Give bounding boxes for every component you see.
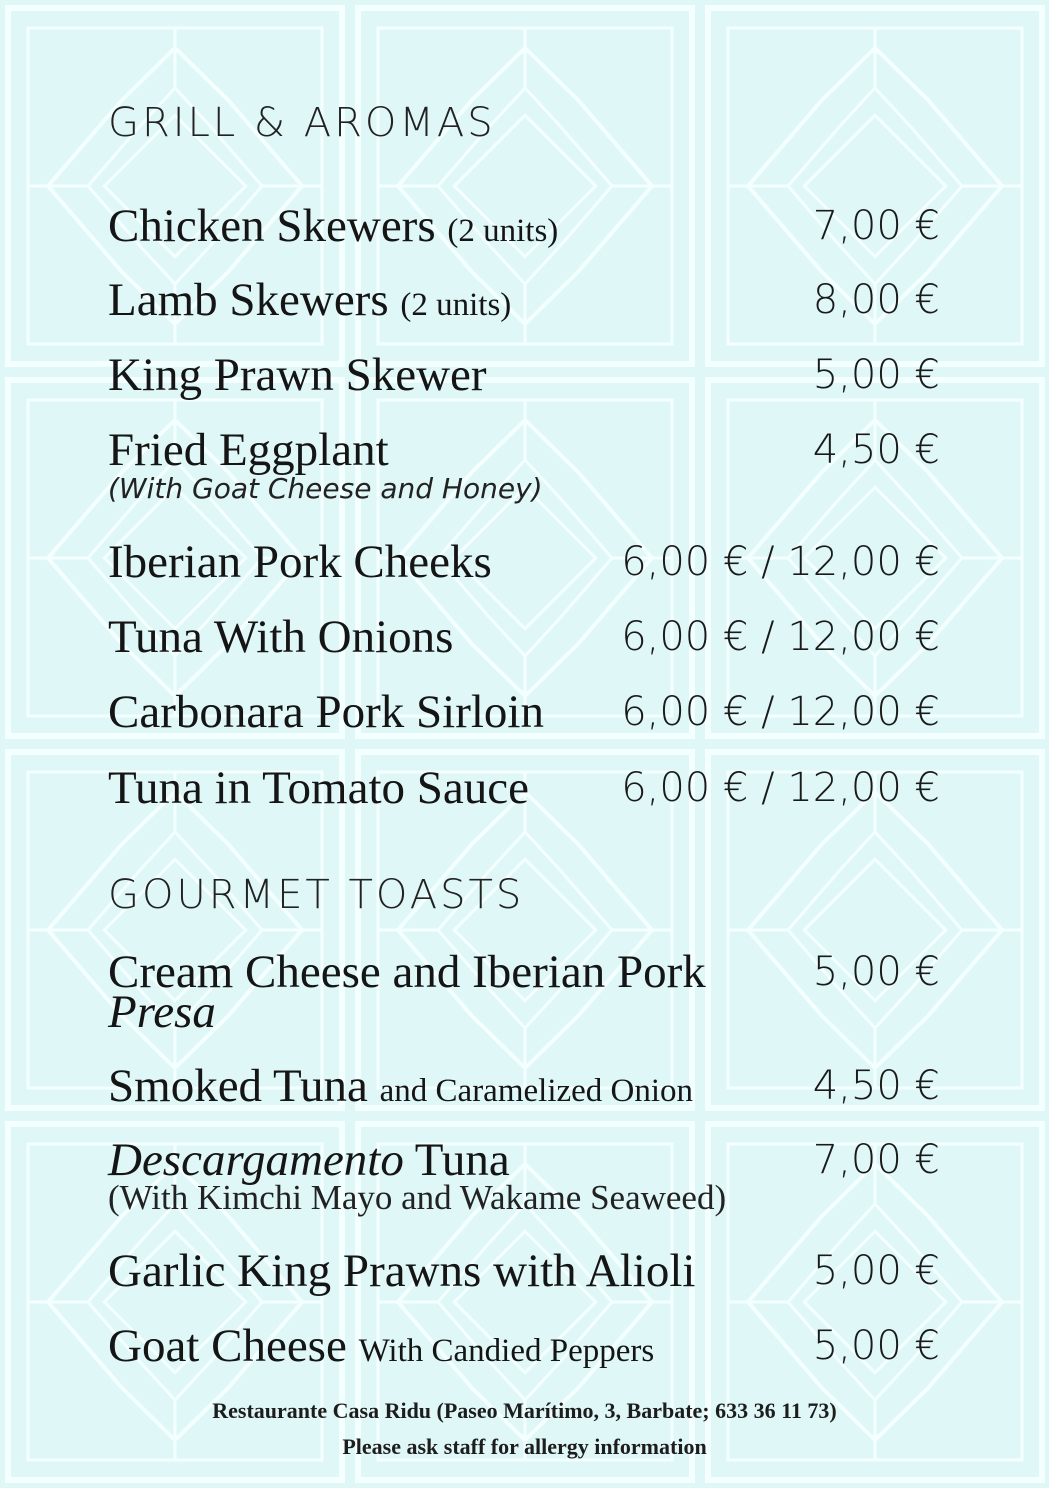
- item-subtitle: (With Goat Cheese and Honey): [108, 472, 543, 505]
- item-name: Cream Cheese and Iberian Pork: [108, 946, 706, 998]
- item-name: Carbonara Pork Sirloin: [108, 686, 544, 738]
- item-price: 6,00 € / 12,00 €: [621, 689, 940, 735]
- item-price: 5,00 €: [812, 352, 940, 398]
- footer-address: Restaurante Casa Ridu (Paseo Marítimo, 3, Barbate; 633 36 11 73): [212, 1398, 837, 1423]
- item-name: Fried Eggplant: [108, 424, 389, 476]
- item-price: 6,00 € / 12,00 €: [621, 614, 940, 660]
- item-price: 5,00 €: [812, 1323, 940, 1369]
- item-price: 5,00 €: [812, 1248, 940, 1294]
- item-name: Lamb Skewers: [108, 274, 389, 326]
- item-price: 5,00 €: [812, 949, 940, 995]
- item-name: Goat Cheese: [108, 1320, 347, 1372]
- item-name-italic: Descargamento: [108, 1134, 404, 1186]
- item-name: Tuna in Tomato Sauce: [108, 762, 530, 814]
- item-price: 4,50 €: [812, 1063, 940, 1109]
- item-name: Chicken Skewers: [108, 200, 436, 252]
- item-price: 7,00 €: [812, 203, 940, 249]
- item-price: 7,00 €: [812, 1137, 940, 1183]
- item-name: Tuna With Onions: [108, 611, 454, 663]
- item-name: Tuna: [414, 1134, 510, 1186]
- item-price: 8,00 €: [812, 277, 940, 323]
- section-title-toasts: GOURMET TOASTS: [108, 872, 525, 918]
- section-title-grill: GRILL & AROMAS: [108, 100, 496, 146]
- item-price: 4,50 €: [812, 427, 940, 473]
- item-name: Iberian Pork Cheeks: [108, 536, 492, 588]
- item-detail: (2 units): [400, 287, 512, 323]
- item-detail: With Candied Peppers: [358, 1333, 655, 1369]
- footer-allergy-note: Please ask staff for allergy information: [342, 1434, 707, 1459]
- item-detail: (2 units): [447, 213, 559, 249]
- item-detail: and Caramelized Onion: [379, 1073, 694, 1109]
- item-name-continued: Presa: [108, 986, 216, 1038]
- item-name: Garlic King Prawns with Alioli: [108, 1245, 696, 1297]
- item-name: Smoked Tuna: [108, 1060, 368, 1112]
- item-name: King Prawn Skewer: [108, 349, 487, 401]
- item-price: 6,00 € / 12,00 €: [621, 539, 940, 585]
- item-price: 6,00 € / 12,00 €: [621, 765, 940, 811]
- item-subtitle: (With Kimchi Mayo and Wakame Seaweed): [108, 1178, 727, 1217]
